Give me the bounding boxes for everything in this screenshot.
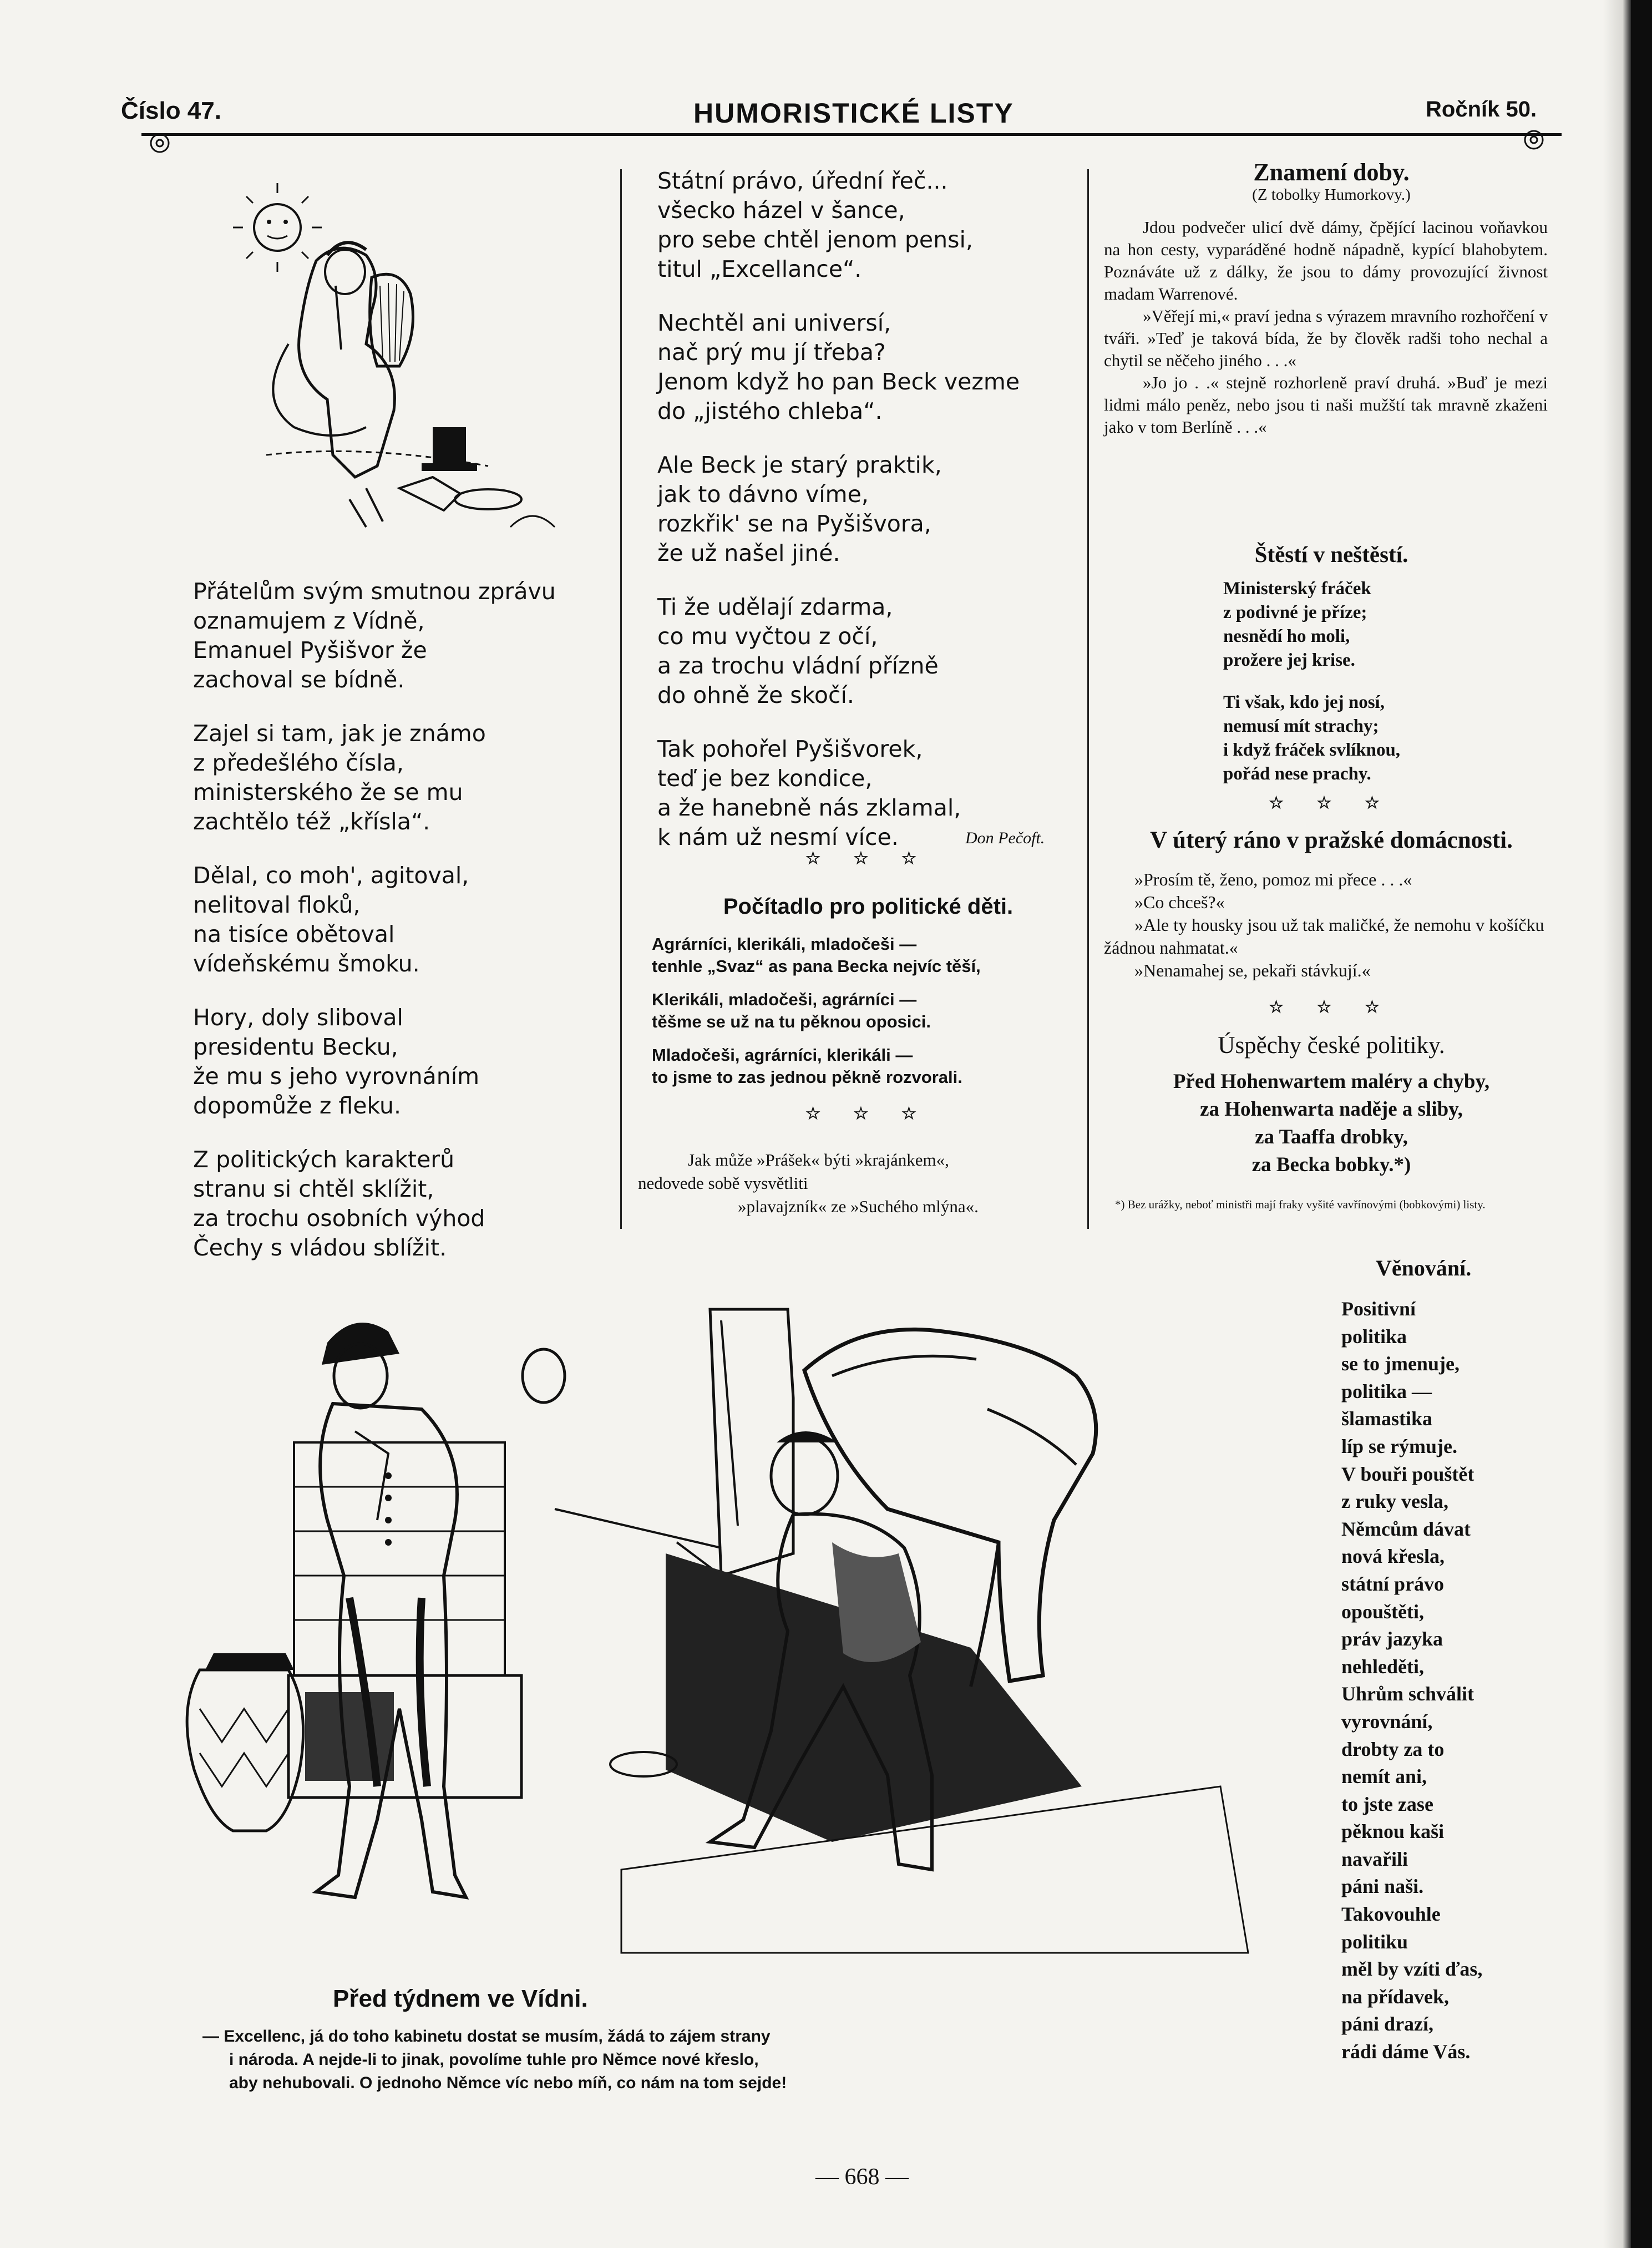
prasek-line: »plavajzník« ze »Suchého mlýna«. (738, 1197, 979, 1216)
poem-stanza: Zajel si tam, jak je známo z předešlého čísla, ministerského že se mu zachtělo též „křísla“. (193, 720, 486, 835)
venovani-line: Němcům dávat (1341, 1517, 1471, 1540)
venovani-line: politiku (1341, 1930, 1408, 1953)
venovani-line: Uhrům schválit (1341, 1683, 1474, 1705)
venovani-title: Věnování. (1376, 1255, 1472, 1280)
znameni-paragraph: »Věřejí mi,« praví jedna s výrazem mravního rozhořčení v tváři. »Teď je taková bída, že by člověk radši toho nechal a chytil se něčeho jiného . . .« (1104, 306, 1548, 370)
poem-stanza: Dělal, co moh', agitoval, nelitoval floků, na tisíce obětoval vídeňskému šmoku. (193, 862, 469, 977)
utery-line: »Prosím tě, ženo, pomoz mi přece . . .« (1134, 869, 1412, 889)
poet-with-lyre-illustration (200, 166, 599, 566)
venovani-line: navařili (1341, 1847, 1408, 1870)
prasek-line: Jak může »Prášek« býti »krajánkem«, (688, 1150, 949, 1169)
uspechy-footnote: *) Bez urážky, neboť ministři mají fraky vyšité vavřínovými (bobkovými) listy. (1115, 1198, 1486, 1211)
utery-body (1104, 868, 1548, 982)
page-edge-shadow (1603, 0, 1631, 2248)
venovani-line: měl by vzíti ďas, (1341, 1958, 1483, 1981)
venovani-line: líp se rýmuje. (1341, 1435, 1457, 1457)
pocitadlo-line: Mladočeši, agrárníci, klerikáli — (652, 1045, 913, 1065)
utery-line: »Co chceš?« (1134, 892, 1225, 912)
venovani-line: Positivní (1341, 1298, 1416, 1320)
stesti-stanza: Ti však, kdo jej nosí, nemusí mít strachy; i když fráček svlíknou, pořád nese prachy. (1223, 692, 1401, 784)
venovani-line: pěknou kaši (1341, 1820, 1445, 1843)
poem-stanza: Nechtěl ani universí, nač prý mu jí třeba? Jenom když ho pan Beck vezme do „jistého chleba“. (657, 310, 1020, 424)
utery-title: V úterý ráno v pražské domácnosti. (1150, 827, 1513, 853)
venovani-line: páni naši. (1341, 1875, 1424, 1898)
caption-line: — Excellenc, já do toho kabinetu dostat se musím, žádá to zájem strany (202, 2027, 771, 2046)
venovani-line: z ruky vesla, (1341, 1490, 1448, 1513)
venovani-line: práv jazyka (1341, 1628, 1443, 1650)
poem-stanza: Hory, doly sliboval presidentu Becku, že mu s jeho vyrovnáním dopomůže z fleku. (193, 1004, 480, 1119)
section-separator-stars: ☆ ☆ ☆ (805, 1105, 931, 1123)
venovani-line: nemít ani, (1341, 1765, 1427, 1788)
venovani-line: V bouři pouštět (1341, 1462, 1474, 1485)
pocitadlo-line: tenhle „Svaz“ as pana Becka nejvíc těší, (652, 956, 981, 976)
scan-edge (1631, 0, 1652, 2248)
venovani-line: nehleděti, (1341, 1655, 1424, 1678)
volume-number: Ročník 50. (1426, 97, 1537, 121)
venovani-line: páni drazí, (1341, 2013, 1434, 2036)
prasek-joke (638, 1148, 1087, 1218)
uspechy-title: Úspěchy české politiky. (1218, 1032, 1445, 1059)
uspechy-line: za Becka bobky.*) (1251, 1153, 1411, 1176)
venovani-poem (1341, 1295, 1585, 2066)
znameni-title: Znamení doby. (1253, 159, 1410, 186)
venovani-line: drobty za to (1341, 1738, 1445, 1760)
uspechy-line: Před Hohenwartem maléry a chyby, (1173, 1070, 1490, 1093)
pocitadlo-title: Počítadlo pro politické děti. (723, 894, 1014, 919)
uspechy-line: za Hohenwarta naděje a sliby, (1200, 1098, 1463, 1121)
znameni-paragraph: »Jo jo . .« stejně rozhorleně praví druhá. »Buď je mezi lidmi málo peněz, nebo jsou ti naši mužští tak mravně zkaženi jako v tom Berlíně . . .« (1104, 373, 1548, 437)
venovani-line: nová křesla, (1341, 1545, 1445, 1568)
issue-number: Číslo 47. (121, 97, 221, 124)
venovani-line: Takovouhle (1341, 1903, 1441, 1926)
header-rule (141, 133, 1562, 136)
poem-stanza: Státní právo, úřední řeč... všecko házel v šance, pro sebe chtěl jenom pensi, titul „Excellance“. (657, 168, 973, 282)
venovani-line: rádi dáme Vás. (1341, 2041, 1471, 2063)
poem-signature: Don Pečoft. (965, 829, 1045, 847)
section-separator-stars: ☆ ☆ ☆ (805, 849, 931, 868)
poem-stanza: Ti že udělají zdarma, co mu vyčtou z očí, a za trochu vládní přízně do ohně že skočí. (657, 594, 939, 708)
znameni-body (1104, 216, 1548, 438)
poem-stanza: Ale Beck je starý praktik, jak to dávno víme, rozkřik' se na Pyšišvora, že už našel jiné. (657, 452, 942, 566)
utery-line: »Ale ty housky jsou už tak maličké, že nemohu v košíčku žádnou nahmatat.« (1104, 915, 1544, 958)
cartoon-caption (202, 2025, 968, 2095)
cartoon-title: Před týdnem ve Vídni. (333, 1985, 588, 2012)
pocitadlo-line: Klerikáli, mladočeši, agrárníci — (652, 990, 917, 1009)
venovani-line: politika (1341, 1325, 1407, 1348)
caption-line: aby nehubovali. O jednoho Němce víc nebo míň, co nám na tom sejde! (229, 2074, 787, 2092)
pocitadlo-line: to jsme to zas jednou pěkně rozvorali. (652, 1067, 962, 1087)
masthead-title: HUMORISTICKÉ LISTY (693, 98, 1014, 129)
section-separator-stars: ☆ ☆ ☆ (1269, 998, 1394, 1016)
znameni-subtitle: (Z tobolky Humorkovy.) (1252, 186, 1411, 204)
stesti-stanza: Ministerský fráček z podivné je příze; nesnědí ho moli, prožere jej krise. (1223, 579, 1371, 670)
venovani-line: vyrovnání, (1341, 1710, 1433, 1733)
pocitadlo-line: těšme se už na tu pěknou oposici. (652, 1012, 931, 1031)
utery-line: »Nenamahej se, pekaři stávkují.« (1134, 960, 1371, 980)
venovani-line: se to jmenuje, (1341, 1353, 1460, 1375)
poem-column-1 (193, 577, 592, 1287)
section-separator-stars: ☆ ☆ ☆ (1269, 794, 1394, 812)
poem-stanza: Tak pohořel Pyšišvorek, teď je bez kondice, a že hanebně nás zklamal, k nám už nesmí více. (657, 736, 961, 850)
ornament-icon (1523, 129, 1545, 151)
poem-stanza: Přátelům svým smutnou zprávu oznamujem z Vídně, Emanuel Pyšišvor že zachoval se bídně. (193, 578, 556, 693)
venovani-line: politika — (1341, 1380, 1432, 1403)
uspechy-line: za Taaffa drobky, (1255, 1126, 1408, 1148)
stesti-title: Štěstí v neštěstí. (1254, 541, 1408, 567)
cartoon-illustration (166, 1287, 1293, 1964)
pocitadlo-line: Agrárníci, klerikáli, mladočeši — (652, 934, 917, 954)
uspechy-body (1101, 1068, 1562, 1179)
venovani-line: opouštěti, (1341, 1600, 1425, 1623)
venovani-line: státní právo (1341, 1572, 1445, 1595)
column-divider (620, 169, 622, 1229)
pocitadlo-body (652, 933, 1090, 1088)
venovani-line: na přídavek, (1341, 1985, 1450, 2008)
venovani-line: šlamastika (1341, 1407, 1433, 1430)
poem-stanza: Z politických karakterů stranu si chtěl sklížit, za trochu osobních výhod Čechy s vládou sblížit. (193, 1146, 485, 1261)
poem-column-2 (657, 166, 1079, 852)
prasek-line: nedovede sobě vysvětliti (638, 1173, 808, 1193)
caption-line: i národa. A nejde-li to jinak, povolíme tuhle pro Němce nové křeslo, (229, 2050, 759, 2069)
ornament-icon (149, 132, 171, 154)
venovani-line: to jste zase (1341, 1793, 1433, 1815)
znameni-paragraph: Jdou podvečer ulicí dvě dámy, čpějící lacinou voňavkou na hon cesty, vyparáděné hodně nápadně, kypící blahobytem. Poznáváte už z dálky, že jsou to dámy provozující živnost madam Warrenové. (1104, 217, 1548, 303)
page-number: — 668 — (815, 2164, 909, 2190)
